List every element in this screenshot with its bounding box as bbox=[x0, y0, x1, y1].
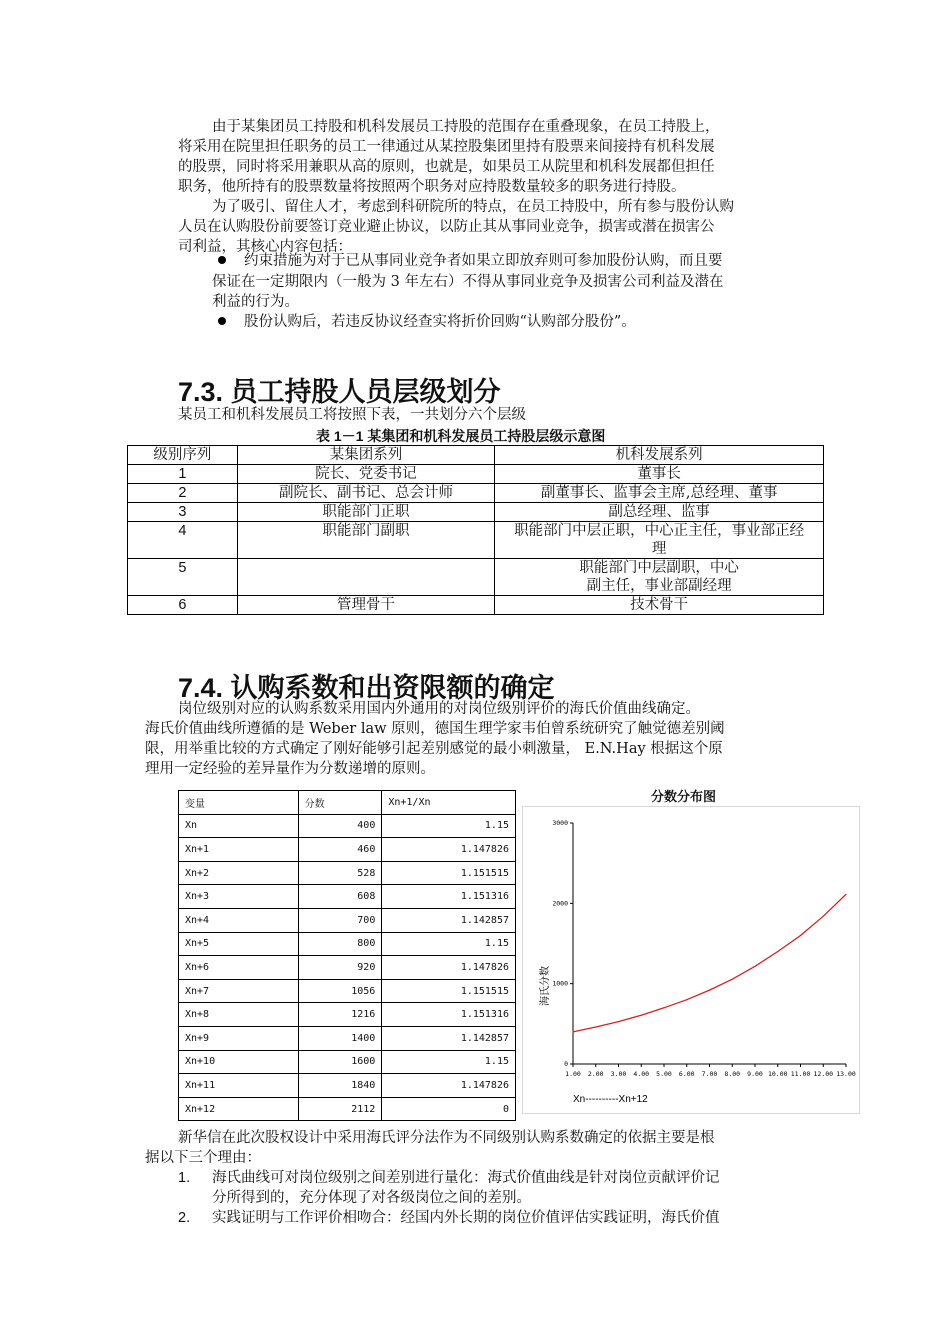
variable-cell: Xn+1 bbox=[179, 838, 299, 862]
table-caption: 表 1－1 某集团和机科发展员工持股层级示意图 bbox=[316, 428, 606, 444]
score-cell: 1056 bbox=[298, 979, 382, 1003]
x-axis-label: Xn----------Xn+12 bbox=[573, 1094, 648, 1105]
bullet2-text: 股份认购后，若违反协议经查实将折价回购“认购部分股份”。 bbox=[244, 314, 636, 330]
intro-p1-line-1: 由于某集团员工持股和机科发展员工持股的范围存在重叠现象，在员工持股上， bbox=[212, 119, 720, 135]
variable-cell: Xn+8 bbox=[179, 1003, 299, 1027]
y-tick-label: 3000 bbox=[552, 819, 568, 827]
variable-cell: Xn+9 bbox=[179, 1026, 299, 1050]
table-row bbox=[128, 484, 824, 503]
ratio-cell: 1.15 bbox=[382, 1050, 516, 1074]
after-line-1: 新华信在此次股权设计中采用海氏评分法作为不同级别认购系数确定的依据主要是根 bbox=[178, 1130, 715, 1146]
jike-cell: 职能部门中层副职，中心副主任，事业部副经理 bbox=[495, 559, 824, 596]
level-cell: 4 bbox=[128, 522, 238, 559]
score-row bbox=[179, 838, 516, 862]
x-tick-label: 3.00 bbox=[610, 1070, 627, 1078]
table-row bbox=[128, 559, 824, 596]
variable-cell: Xn bbox=[179, 814, 299, 838]
x-tick-label: 8.00 bbox=[724, 1070, 741, 1078]
list-number: 1. bbox=[178, 1170, 191, 1186]
intro-p2-line-1: 为了吸引、留住人才，考虑到科研院所的特点，在员工持股中，所有参与股份认购 bbox=[212, 199, 734, 215]
variable-cell: Xn+2 bbox=[179, 861, 299, 885]
column-header: 分数 bbox=[298, 791, 382, 815]
variable-cell: Xn+10 bbox=[179, 1050, 299, 1074]
x-tick-label: 9.00 bbox=[747, 1070, 763, 1078]
data-point bbox=[709, 989, 710, 990]
variable-cell: Xn+11 bbox=[179, 1074, 299, 1098]
ratio-cell: 0 bbox=[382, 1097, 516, 1121]
bullet1-line-2: 保证在一定期限内（一般为 3 年左右）不得从事同业竞争及损害公司利益及潜在 bbox=[212, 274, 724, 290]
score-row bbox=[179, 1050, 516, 1074]
ratio-cell: 1.147826 bbox=[382, 1074, 516, 1098]
data-point bbox=[800, 935, 801, 936]
y-tick-label: 2000 bbox=[552, 899, 568, 908]
list-item-2-line-1: 实践证明与工作评价相吻合：经国内外长期的岗位价值评估实践证明，海氏价值 bbox=[212, 1210, 720, 1226]
score-cell: 2112 bbox=[298, 1097, 382, 1121]
level-cell: 5 bbox=[128, 559, 238, 596]
ratio-cell: 1.151515 bbox=[382, 979, 516, 1003]
x-tick-label: 13.00 bbox=[836, 1070, 856, 1078]
level-cell: 1 bbox=[128, 465, 238, 484]
score-row bbox=[179, 956, 516, 980]
bullet1-line-1: 约束措施为对于已从事同业竞争者如果立即放弃则可参加股份认购，而且要 bbox=[244, 253, 723, 269]
data-point bbox=[754, 966, 755, 967]
list-item-1-line-1: 海氏曲线可对岗位级别之间差别进行量化：海式价值曲线是针对岗位贡献评价记 bbox=[212, 1170, 720, 1186]
section-7-4-line-1: 岗位级别对应的认购系数采用国内外通用的对岗位级别评价的海氏价值曲线确定。 bbox=[178, 701, 700, 717]
intro-p1-line-3: 的股票，同时将采用兼职从高的原则，也就是，如果员工从院里和机科发展都但担任 bbox=[178, 159, 715, 175]
data-point bbox=[777, 951, 778, 952]
jike-cell: 董事长 bbox=[495, 465, 824, 484]
score-row bbox=[179, 1003, 516, 1027]
section-7-4-line-3: 限，用举重比较的方式确定了刚好能够引起差别感觉的最小刺激量， E.N.Hay 根据这个原 bbox=[145, 741, 723, 757]
variable-cell: Xn+12 bbox=[179, 1097, 299, 1121]
data-point bbox=[732, 979, 733, 980]
ratio-cell: 1.15 bbox=[382, 814, 516, 838]
ratio-cell: 1.151316 bbox=[382, 885, 516, 909]
jike-cell: 副董事长、监事会主席,总经理、董事 bbox=[495, 484, 824, 503]
ratio-cell: 1.147826 bbox=[382, 956, 516, 980]
score-cell: 800 bbox=[298, 932, 382, 956]
score-row bbox=[179, 885, 516, 909]
score-cell: 1216 bbox=[298, 1003, 382, 1027]
tier-table bbox=[127, 445, 824, 615]
score-row bbox=[179, 932, 516, 956]
score-row bbox=[179, 908, 516, 932]
x-tick-label: 5.00 bbox=[656, 1070, 672, 1078]
ratio-cell: 1.142857 bbox=[382, 908, 516, 932]
x-tick-label: 7.00 bbox=[701, 1070, 718, 1078]
score-row bbox=[179, 1074, 516, 1098]
group-cell: 职能部门副职 bbox=[237, 522, 495, 559]
x-tick-label: 2.00 bbox=[587, 1070, 604, 1078]
table-row bbox=[128, 522, 824, 559]
after-line-2: 据以下三个理由： bbox=[145, 1150, 261, 1166]
x-tick-label: 4.00 bbox=[633, 1070, 650, 1078]
variable-cell: Xn+3 bbox=[179, 885, 299, 909]
column-header: 级别序列 bbox=[128, 446, 238, 465]
table-row bbox=[128, 596, 824, 615]
level-cell: 2 bbox=[128, 484, 238, 503]
score-row bbox=[179, 814, 516, 838]
score-row bbox=[179, 979, 516, 1003]
column-header: 变量 bbox=[179, 791, 299, 815]
level-cell: 3 bbox=[128, 503, 238, 522]
score-cell: 1840 bbox=[298, 1074, 382, 1098]
data-point bbox=[686, 999, 687, 1000]
jike-cell: 职能部门中层正职，中心正主任，事业部正经理 bbox=[495, 522, 824, 559]
y-tick-label: 0 bbox=[564, 1060, 568, 1068]
ratio-cell: 1.15 bbox=[382, 932, 516, 956]
x-tick-label: 6.00 bbox=[678, 1070, 695, 1078]
variable-cell: Xn+5 bbox=[179, 932, 299, 956]
section-heading-7-3: 7.3. 员工持股人员层级划分 bbox=[178, 377, 501, 407]
ratio-cell: 1.147826 bbox=[382, 838, 516, 862]
score-cell: 700 bbox=[298, 908, 382, 932]
bullet-dot bbox=[218, 256, 226, 264]
y-axis-label: 海氏分数 bbox=[540, 966, 551, 1006]
data-point bbox=[641, 1015, 642, 1016]
chart-title: 分数分布图 bbox=[651, 789, 717, 804]
score-row bbox=[179, 861, 516, 885]
section-7-3-intro: 某员工和机科发展员工将按照下表，一共划分六个层级 bbox=[178, 407, 526, 423]
x-tick-label: 11.00 bbox=[790, 1070, 811, 1078]
x-tick-label: 10.00 bbox=[767, 1070, 788, 1078]
section-heading-7-4: 7.4. 认购系数和出资限额的确定 bbox=[178, 673, 555, 703]
column-header: 某集团系列 bbox=[237, 446, 495, 465]
data-point bbox=[572, 1031, 573, 1032]
ratio-cell: 1.151316 bbox=[382, 1003, 516, 1027]
ratio-cell: 1.151515 bbox=[382, 861, 516, 885]
column-header: 机科发展系列 bbox=[495, 446, 824, 465]
bullet-dot bbox=[218, 317, 226, 325]
y-tick-label: 1000 bbox=[552, 979, 568, 988]
data-point bbox=[663, 1007, 664, 1008]
score-cell: 1600 bbox=[298, 1050, 382, 1074]
table-row bbox=[128, 503, 824, 522]
ratio-cell: 1.142857 bbox=[382, 1026, 516, 1050]
group-cell: 管理骨干 bbox=[237, 596, 495, 615]
data-point bbox=[595, 1026, 596, 1027]
list-item-1-line-2: 分所得到的，充分体现了对各级岗位之间的差别。 bbox=[212, 1190, 531, 1206]
score-cell: 1400 bbox=[298, 1026, 382, 1050]
score-cell: 460 bbox=[298, 838, 382, 862]
score-row bbox=[179, 1097, 516, 1121]
score-row bbox=[179, 1026, 516, 1050]
score-cell: 400 bbox=[298, 814, 382, 838]
column-header: Xn+1/Xn bbox=[382, 791, 516, 815]
level-cell: 6 bbox=[128, 596, 238, 615]
score-table bbox=[178, 790, 516, 1121]
intro-p2-line-2: 人员在认购股份前要签订竞业避止协议，以防止其从事同业竞争，损害或潜在损害公 bbox=[178, 219, 715, 235]
variable-cell: Xn+4 bbox=[179, 908, 299, 932]
data-point bbox=[618, 1021, 619, 1022]
intro-p1-line-4: 职务，他所持有的股票数量将按照两个职务对应持股数量较多的职务进行持股。 bbox=[178, 179, 686, 195]
jike-cell: 副总经理、监事 bbox=[495, 503, 824, 522]
group-cell bbox=[237, 559, 495, 596]
data-point bbox=[823, 916, 824, 917]
section-7-4-line-2: 海氏价值曲线所遵循的是 Weber law 原则，德国生理学家韦伯曾系统研究了触觉德差别阈 bbox=[145, 721, 725, 737]
table-header-row bbox=[128, 446, 824, 465]
x-tick-label: 12.00 bbox=[813, 1070, 834, 1078]
variable-cell: Xn+6 bbox=[179, 956, 299, 980]
jike-cell: 技术骨干 bbox=[495, 596, 824, 615]
data-point bbox=[845, 894, 846, 895]
x-tick-label: 1.00 bbox=[565, 1070, 581, 1078]
variable-cell: Xn+7 bbox=[179, 979, 299, 1003]
intro-p1-line-2: 将采用在院里担任职务的员工一律通过从某控股集团里持有股票来间接持有机科发展 bbox=[178, 139, 715, 155]
bullet1-line-3: 利益的行为。 bbox=[212, 294, 299, 310]
score-cell: 528 bbox=[298, 861, 382, 885]
score-chart bbox=[522, 806, 860, 1114]
score-cell: 608 bbox=[298, 885, 382, 909]
group-cell: 职能部门正职 bbox=[237, 503, 495, 522]
group-cell: 院长、党委书记 bbox=[237, 465, 495, 484]
score-cell: 920 bbox=[298, 956, 382, 980]
section-7-4-line-4: 理用一定经验的差异量作为分数递增的原则。 bbox=[145, 761, 435, 777]
table-row bbox=[128, 465, 824, 484]
list-number: 2. bbox=[178, 1210, 191, 1226]
score-header-row bbox=[179, 791, 516, 815]
intro-p2-line-3: 司利益，其核心内容包括： bbox=[178, 239, 352, 255]
group-cell: 副院长、副书记、总会计师 bbox=[237, 484, 495, 503]
